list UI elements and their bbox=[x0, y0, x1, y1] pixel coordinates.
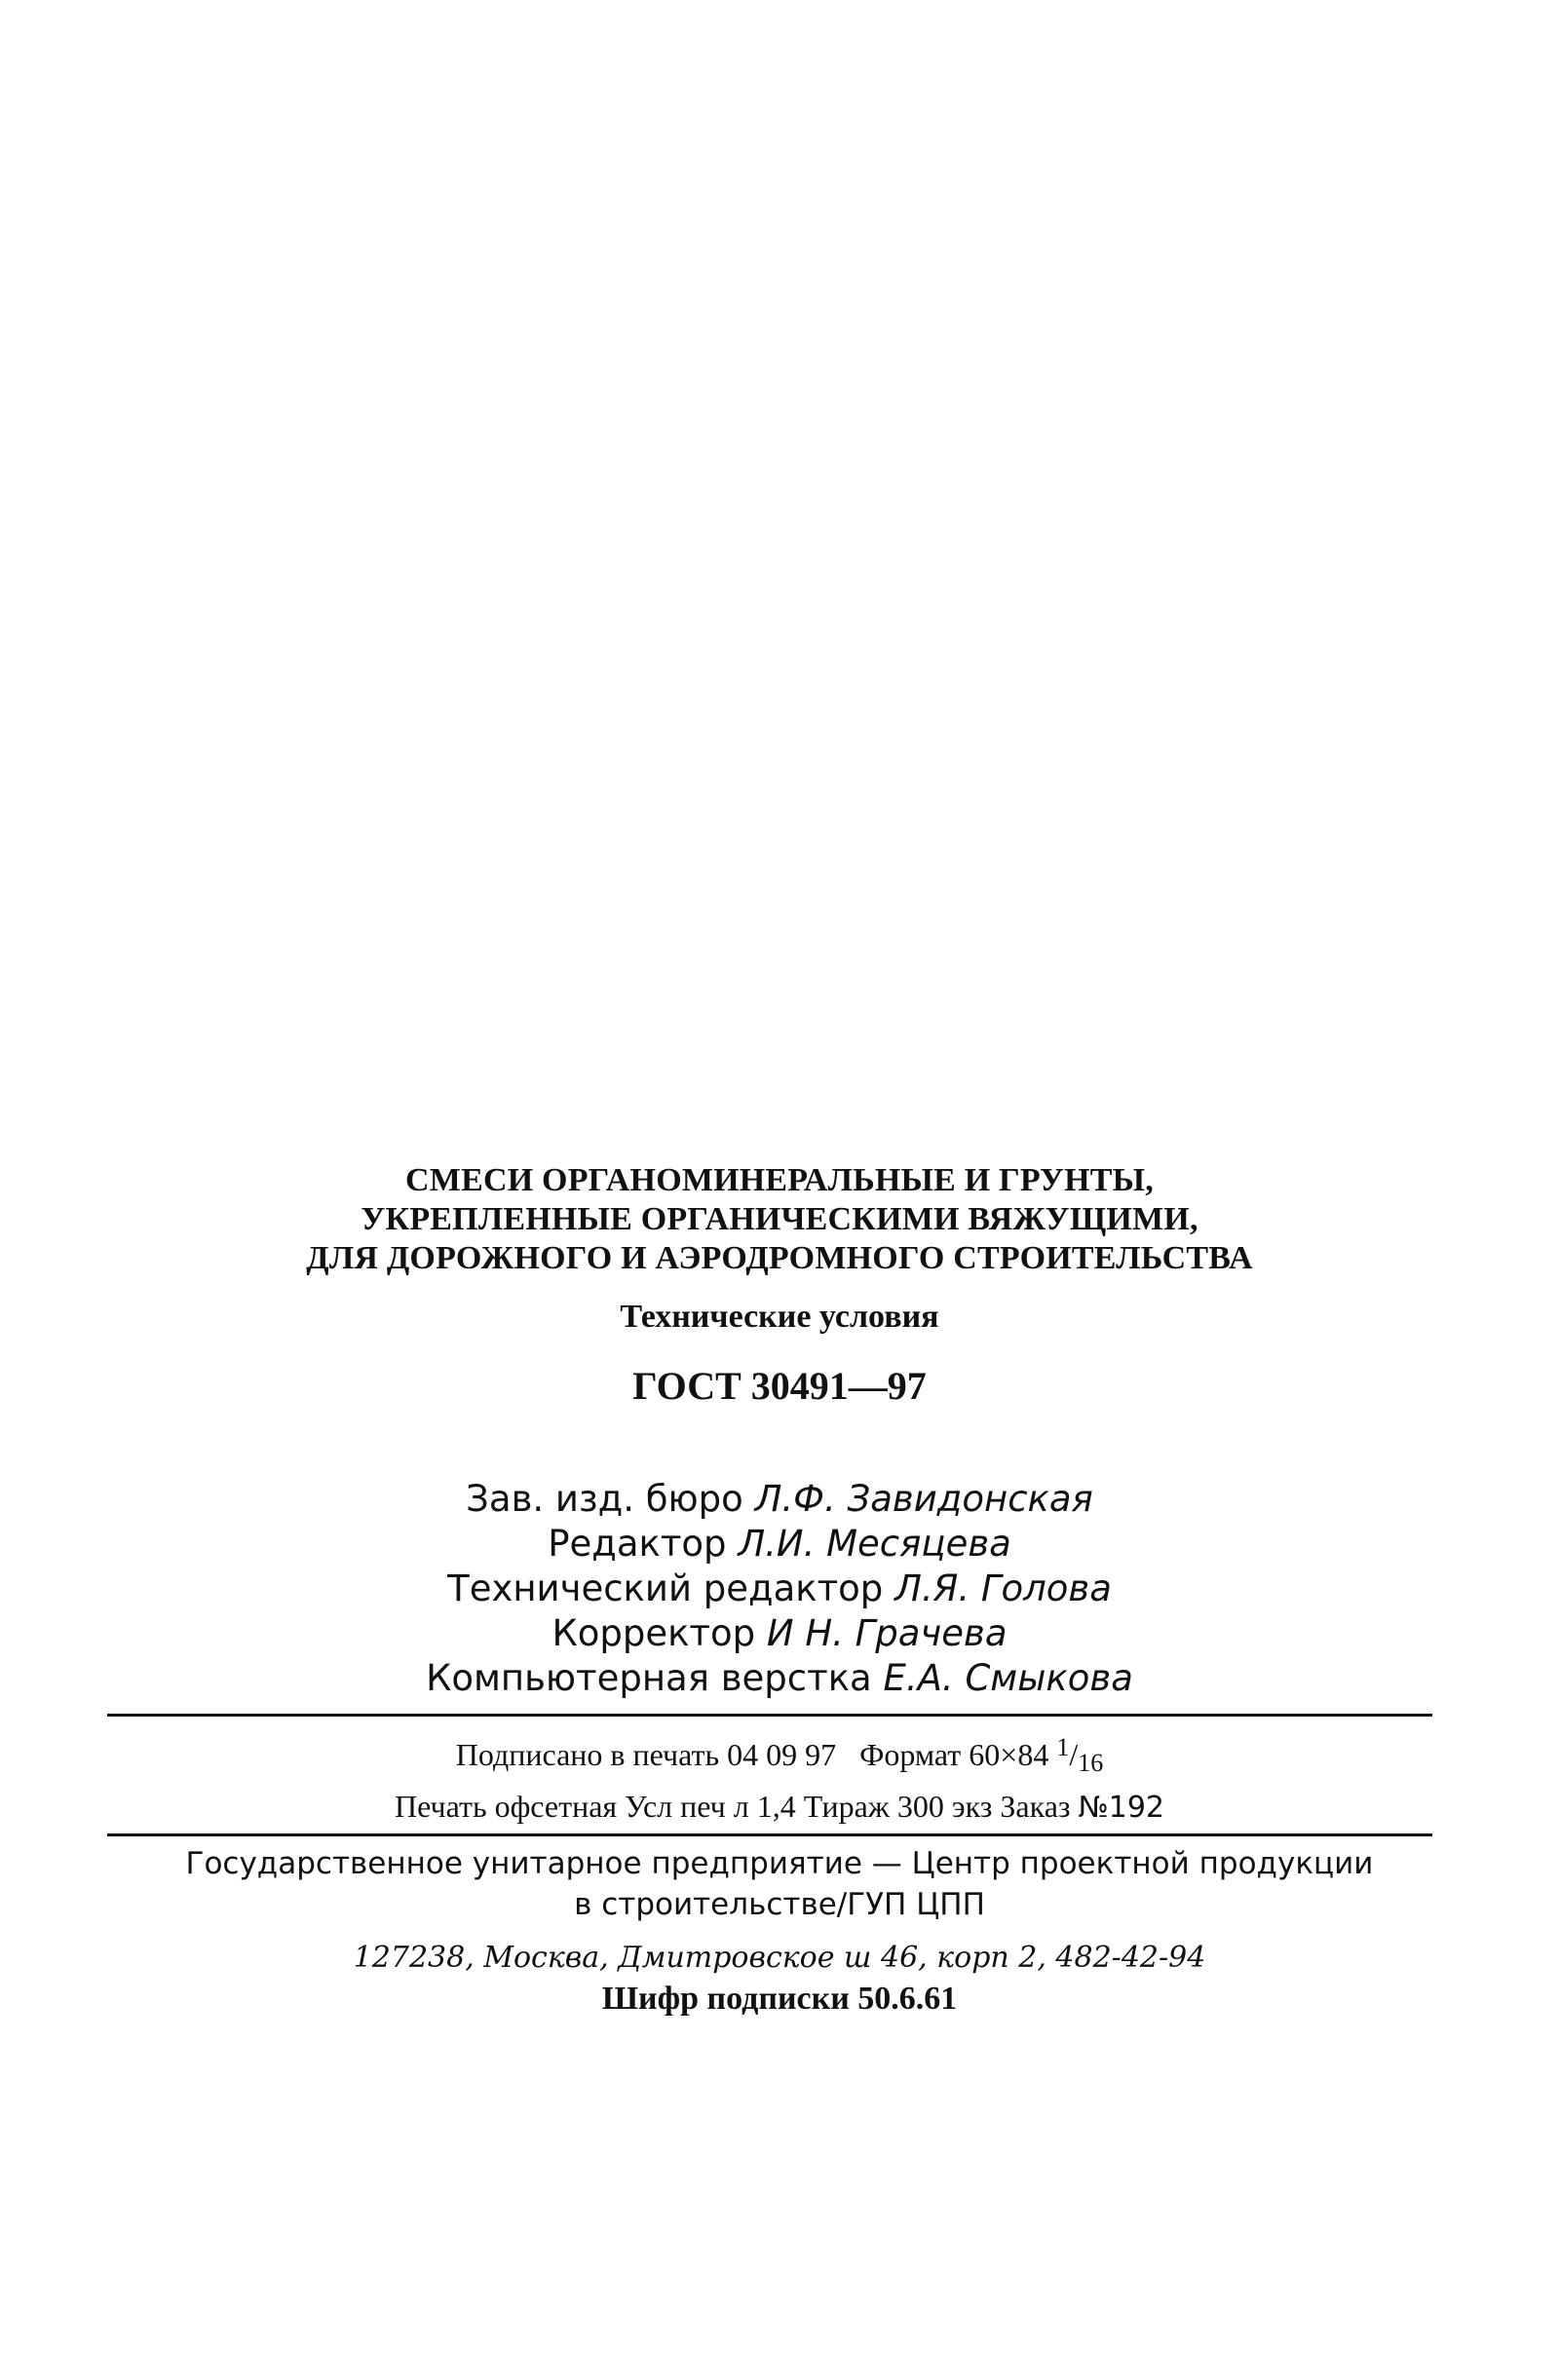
imprint-block bbox=[0, 1726, 1559, 1830]
credit-role: Редактор bbox=[548, 1523, 727, 1565]
title-block bbox=[0, 1161, 1559, 1409]
document-title-line-2: УКРЕПЛЕННЫЕ ОРГАНИЧЕСКИМИ ВЯЖУЩИМИ, bbox=[361, 1201, 1198, 1237]
signed-label: Подписано в печать bbox=[455, 1737, 720, 1772]
credit-name: Л.И. Месяцева bbox=[738, 1523, 1011, 1565]
credit-role: Технический редактор bbox=[447, 1568, 884, 1609]
signed-date: 04 09 97 bbox=[727, 1737, 837, 1772]
publisher-name-line-1: Государственное унитарное предприятие — Центр проектной продукции bbox=[185, 1846, 1374, 1881]
format-fraction-numerator: 1 bbox=[1056, 1733, 1070, 1761]
order-label: Заказ bbox=[1000, 1789, 1071, 1824]
credits-list bbox=[0, 1477, 1559, 1701]
format-fraction: $^1/_{16}$ bbox=[1056, 1733, 1104, 1777]
document-title-line-1: СМЕСИ ОРГАНОМИНЕРАЛЬНЫЕ И ГРУНТЫ, bbox=[405, 1162, 1154, 1198]
run-label: Тираж bbox=[803, 1789, 890, 1824]
sheets-value: 1,4 bbox=[756, 1789, 796, 1824]
order-value: №192 bbox=[1078, 1791, 1164, 1825]
divider-rule-bottom bbox=[107, 1833, 1432, 1836]
subscription-cipher: Шифр подписки 50.6.61 bbox=[601, 1981, 958, 2017]
imprint-line-2 bbox=[0, 1785, 1559, 1830]
publisher-block bbox=[0, 1843, 1559, 1925]
imprint-line-1 bbox=[0, 1726, 1559, 1785]
format-fraction-denominator: 16 bbox=[1078, 1749, 1104, 1777]
credit-line bbox=[0, 1522, 1559, 1567]
print-type: Печать офсетная bbox=[395, 1789, 618, 1824]
document-title-line-3: ДЛЯ ДОРОЖНОГО И АЭРОДРОМНОГО СТРОИТЕЛЬСТВА bbox=[306, 1240, 1253, 1276]
credit-role: Корректор bbox=[551, 1612, 756, 1654]
publisher-address: 127238, Москва, Дмитровское ш 46, корп 2, 482-42-94 bbox=[353, 1941, 1206, 1975]
run-value: 300 экз bbox=[896, 1789, 993, 1824]
format-label: Формат bbox=[859, 1737, 962, 1772]
divider-rule-top bbox=[107, 1714, 1432, 1717]
credit-line bbox=[0, 1477, 1559, 1522]
format-value: 60×84 bbox=[969, 1737, 1049, 1772]
standard-number: ГОСТ 30491—97 bbox=[632, 1364, 927, 1408]
credit-line bbox=[0, 1567, 1559, 1611]
credit-line bbox=[0, 1656, 1559, 1701]
publisher-name-line-2: в строительстве/ГУП ЦПП bbox=[574, 1887, 985, 1922]
credit-name: Л.Ф. Завидонская bbox=[754, 1478, 1093, 1520]
credit-line bbox=[0, 1611, 1559, 1656]
credit-name: И Н. Грачева bbox=[766, 1612, 1008, 1654]
credit-role: Зав. изд. бюро bbox=[466, 1478, 743, 1520]
sheets-label: Усл печ л bbox=[625, 1789, 749, 1824]
document-subtitle: Технические условия bbox=[620, 1299, 939, 1335]
credit-name: Л.Я. Голова bbox=[894, 1568, 1112, 1609]
credit-name: Е.А. Смыкова bbox=[883, 1657, 1133, 1699]
credit-role: Компьютерная верстка bbox=[426, 1657, 872, 1699]
